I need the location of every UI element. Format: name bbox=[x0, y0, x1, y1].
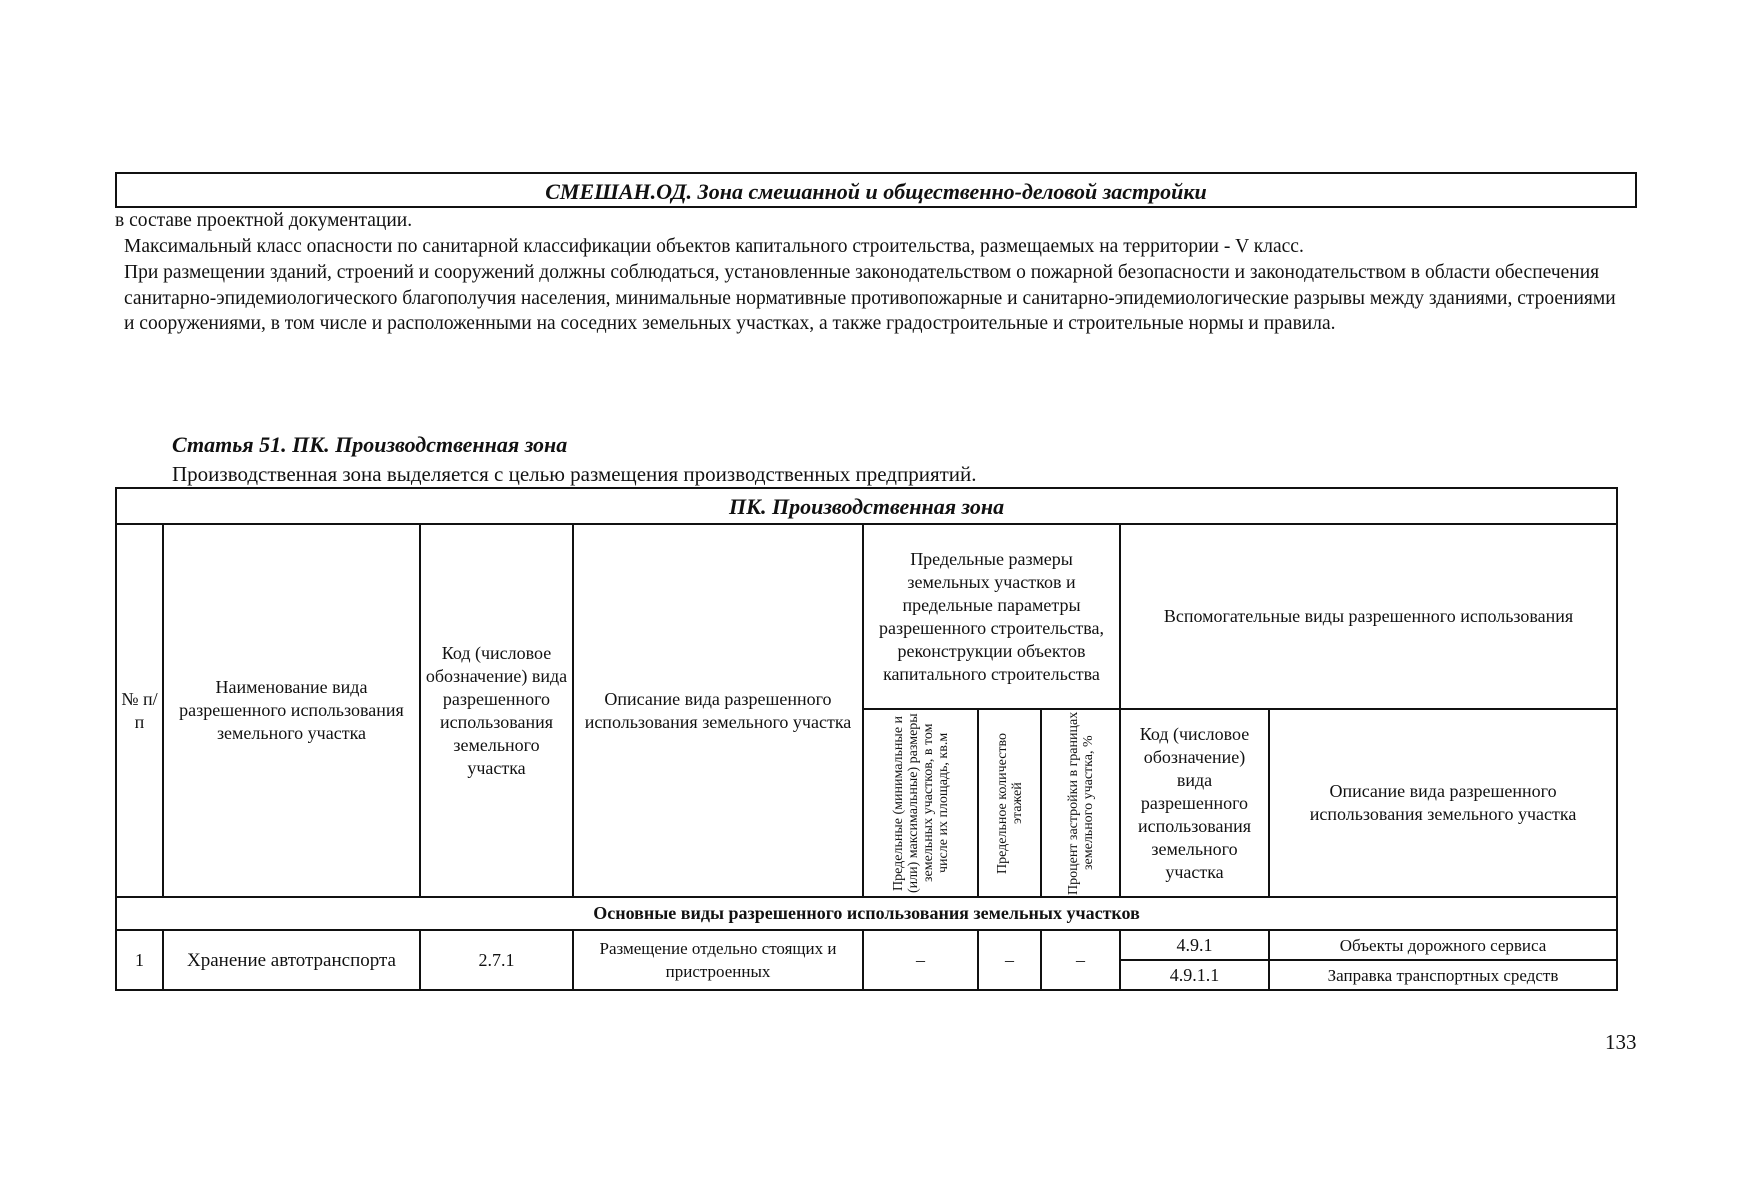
header-limit-floors-label: Предельное количество этажей bbox=[994, 732, 1025, 874]
header-limits-group: Предельные размеры земельных участков и предельные параметры разрешенного строительства, реконструкции объектов капитального строительства bbox=[863, 524, 1120, 709]
table-title: ПК. Производственная зона bbox=[116, 488, 1617, 524]
row-limit-floors: – bbox=[978, 930, 1041, 990]
table-row bbox=[116, 930, 1617, 960]
header-limit-area bbox=[863, 709, 978, 897]
header-num: № п/п bbox=[116, 524, 163, 897]
paragraph: Максимальный класс опасности по санитарной классификации объектов капитального строительства, размещаемых на территории - V класс. bbox=[124, 236, 1304, 257]
aux-description: Объекты дорожного сервиса bbox=[1269, 930, 1617, 960]
aux-code: 4.9.1 bbox=[1120, 930, 1269, 960]
header-code: Код (числовое обозначение) вида разрешенного использования земельного участка bbox=[420, 524, 573, 897]
header-aux-description: Описание вида разрешенного использования земельного участка bbox=[1269, 709, 1617, 897]
page-number: 133 bbox=[1605, 1030, 1637, 1054]
paragraph: При размещении зданий, строений и сооружений должны соблюдаться, установленные законодательством о пожарной безопасности и законодательством в области обеспечения санитарно-эпидемиологического благополучия населения, минимальные нормативные противопожарные и санитарно-эпидемиологические разрывы между зданиями, строениями и сооружениями, в том числе и расположенными на соседних земельных участках, а также градостроительные и строительные нормы и правила. bbox=[124, 262, 1616, 334]
row-limit-area: – bbox=[863, 930, 978, 990]
header-limit-percent bbox=[1041, 709, 1120, 897]
row-num: 1 bbox=[116, 930, 163, 990]
row-limit-percent: – bbox=[1041, 930, 1120, 990]
zone-table bbox=[115, 487, 1618, 991]
header-name: Наименование вида разрешенного использования земельного участка bbox=[163, 524, 420, 897]
paragraph: в составе проектной документации. bbox=[115, 210, 413, 231]
article-description: Производственная зона выделяется с целью размещения производственных предприятий. bbox=[172, 462, 977, 486]
aux-code: 4.9.1.1 bbox=[1120, 960, 1269, 990]
header-limit-percent-label: Процент застройки в границах земельного участка, % bbox=[1065, 711, 1096, 895]
header-limit-floors bbox=[978, 709, 1041, 897]
row-name: Хранение автотранспорта bbox=[163, 930, 420, 990]
section-title: Основные виды разрешенного использования земельных участков bbox=[116, 897, 1617, 930]
header-aux-group: Вспомогательные виды разрешенного использования bbox=[1120, 524, 1617, 709]
aux-description: Заправка транспортных средств bbox=[1269, 960, 1617, 990]
row-code: 2.7.1 bbox=[420, 930, 573, 990]
header-description: Описание вида разрешенного использования земельного участка bbox=[573, 524, 863, 897]
zone-header: СМЕШАН.ОД. Зона смешанной и общественно-деловой застройки bbox=[115, 172, 1637, 208]
header-aux-code: Код (числовое обозначение) вида разрешенного использования земельного участка bbox=[1120, 709, 1269, 897]
row-description: Размещение отдельно стоящих и пристроенных bbox=[573, 930, 863, 990]
header-limit-area-label: Предельные (минимальные и (или) максимальные) размеры земельных участков, в том числе их площадь, кв.м bbox=[890, 713, 951, 893]
article-title: Статья 51. ПК. Производственная зона bbox=[172, 432, 568, 457]
